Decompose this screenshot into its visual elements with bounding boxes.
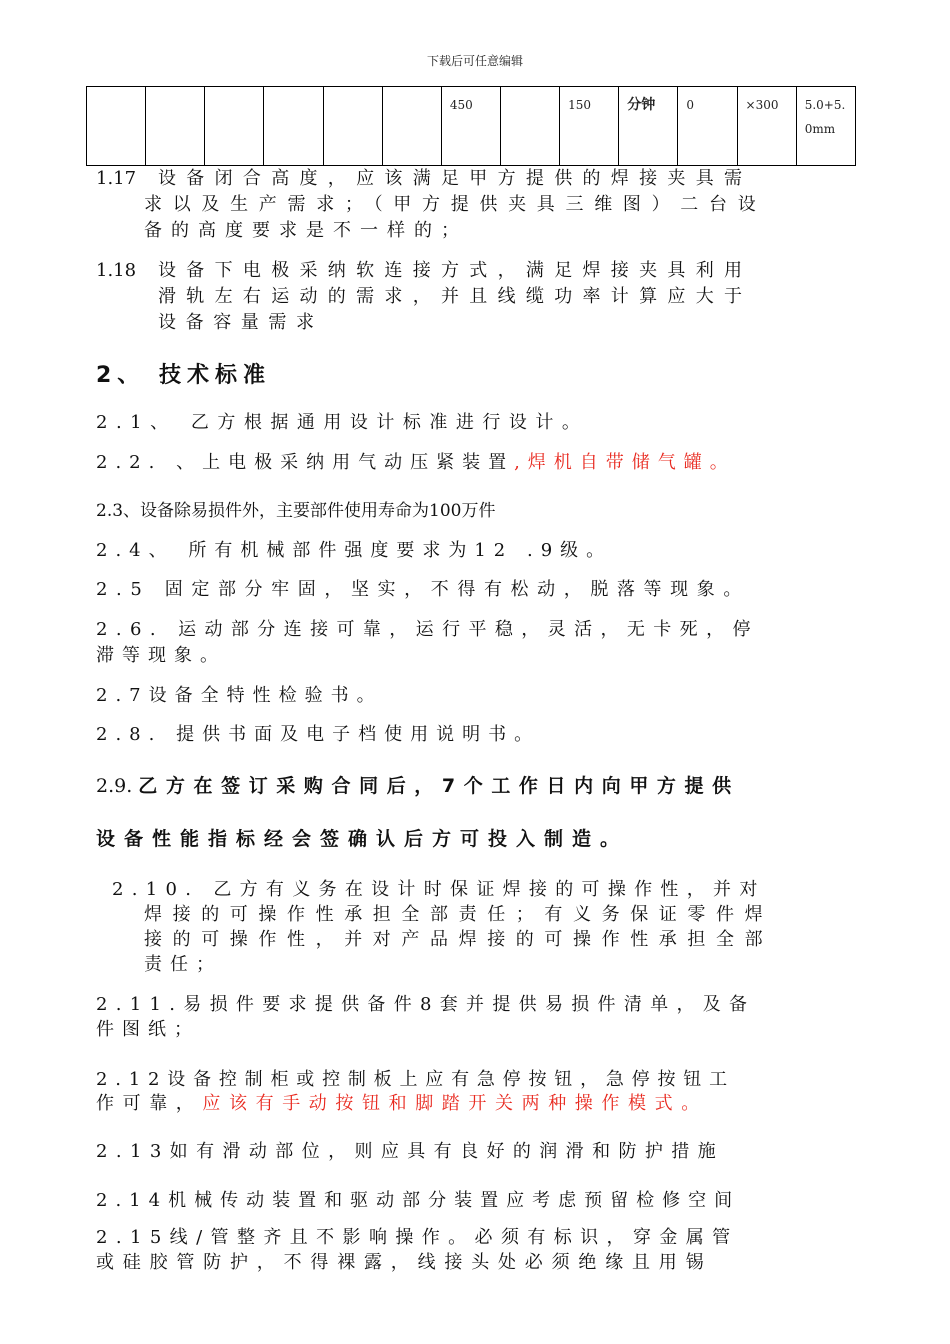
table-cell <box>205 87 264 166</box>
paragraph-line: 滑轨左右运动的需求，并且线缆功率计算应大于 <box>158 286 753 307</box>
paragraph-line: 2.11.易损件要求提供备件8套并提供易损件清单，及备 <box>96 994 756 1015</box>
paragraph-line: 2.12设备控制柜或控制板上应有急停按钮，急停按钮工 <box>96 1069 735 1090</box>
table-row <box>87 87 856 166</box>
item-number: 2.9. <box>96 775 139 797</box>
paragraph-line: 2.14机械传动装置和驱动部分装置应考虑预留检修空间 <box>96 1190 741 1211</box>
paragraph-line <box>96 1091 708 1117</box>
table-cell <box>382 87 441 166</box>
paragraph-line: 2.8. 提供书面及电子档使用说明书。 <box>96 724 541 745</box>
paragraph-line <box>96 773 740 799</box>
paragraph-line: 2.3、设备除易损件外，主要部件使用寿命为100万件 <box>96 501 496 521</box>
table-cell <box>146 87 205 166</box>
highlighted-text: ,焊机自带储气罐。 <box>514 452 736 473</box>
paragraph-line: 2.15线/管整齐且不影响操作。必须有标识，穿金属管 <box>96 1227 739 1248</box>
paragraph-line: 求以及生产需求；（甲方提供夹具三维图）二台设 <box>144 194 767 215</box>
paragraph-line: 设备性能指标经会签确认后方可投入制造。 <box>96 828 629 850</box>
table-cell: 分钟 <box>619 87 678 166</box>
paragraph-line: 备的高度要求是不一样的； <box>144 220 468 241</box>
section-heading: 2、 技术标准 <box>96 363 271 388</box>
paragraph-line: 2.4、 所有机械部件强度要求为12 .9级。 <box>96 540 613 561</box>
table-cell: 5.0+5.0mm <box>796 87 855 166</box>
paragraph-line: 设备闭合高度，应该满足甲方提供的焊接夹具需 <box>158 168 753 189</box>
paragraph-line: 设备下电极采纳软连接方式，满足焊接夹具利用 <box>158 260 753 281</box>
highlighted-text: 应该有手动按钮和脚踏开关两种操作模式。 <box>202 1093 708 1114</box>
page-header: 下载后可任意编辑 <box>426 54 523 68</box>
item-number: 1.17 <box>96 168 137 189</box>
paragraph-line: 2.13如有滑动部位，则应具有良好的润滑和防护措施 <box>96 1141 725 1162</box>
paragraph-line: 2.1、 乙方根据通用设计标准进行设计。 <box>96 412 589 433</box>
bold-text: 乙方在签订采购合同后，7个工作日内向甲方提供 <box>138 775 740 797</box>
text-span: 作可靠， <box>96 1093 203 1114</box>
table-cell: ×300 <box>737 87 796 166</box>
table-cell <box>500 87 559 166</box>
spec-table <box>86 86 856 166</box>
paragraph-line: 或硅胶管防护，不得裸露，线接头处必须绝缘且用锡 <box>96 1252 713 1273</box>
item-number: 1.18 <box>96 260 137 281</box>
paragraph-line: 滞等现象。 <box>96 645 226 666</box>
table-cell <box>264 87 323 166</box>
paragraph-line: 接的可操作性，并对产品焊接的可操作性承担全部 <box>144 929 774 950</box>
table-cell <box>323 87 382 166</box>
paragraph-line <box>96 450 736 476</box>
table-cell <box>87 87 146 166</box>
paragraph-line: 2.10. 乙方有义务在设计时保证焊接的可操作性，并对 <box>112 879 766 900</box>
table-cell: 450 <box>441 87 500 166</box>
paragraph-line: 2.7设备全特性检验书。 <box>96 685 383 706</box>
paragraph-line: 件图纸； <box>96 1019 200 1040</box>
text-span: 2.2. 、上电极采纳用气动压紧装置 <box>96 452 515 473</box>
paragraph-line: 责任； <box>144 954 222 975</box>
paragraph-line: 2.6. 运动部分连接可靠，运行平稳，灵活，无卡死，停 <box>96 619 759 640</box>
table-cell: 0 <box>678 87 737 166</box>
paragraph-line: 设备容量需求 <box>158 312 324 333</box>
table-cell: 150 <box>560 87 619 166</box>
paragraph-line: 2.5 固定部分牢固，坚实，不得有松动，脱落等现象。 <box>96 579 750 600</box>
paragraph-line: 焊接的可操作性承担全部责任；有义务保证零件焊 <box>144 904 774 925</box>
